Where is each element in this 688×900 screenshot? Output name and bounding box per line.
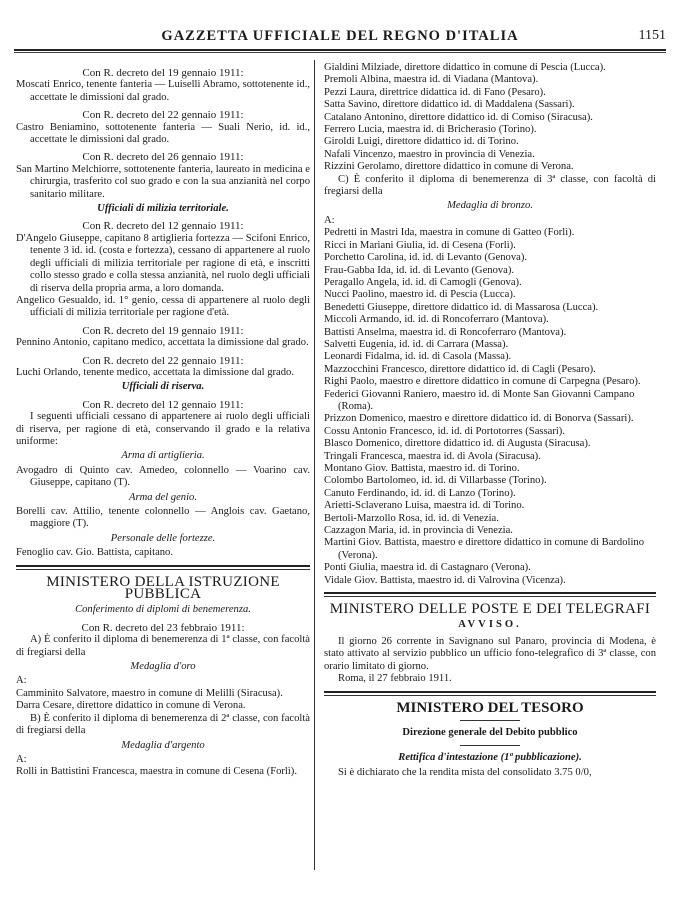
short-rule [460,745,520,746]
list-item: Porchetto Carolina, id. id. di Levanto (Genova). [324,252,527,264]
decree-date: Con R. decreto del 19 gennaio 1911: [82,67,244,79]
gazette-title: GAZZETTA UFFICIALE DEL REGNO D'ITALIA [161,28,519,44]
header-rule [14,49,666,51]
section-title: MINISTERO DELLA ISTRUZIONE PUBBLICA [46,573,280,603]
section-rule-thin [324,596,656,597]
subheading: Arma di artiglieria. [121,450,205,462]
section-title: MINISTERO DEL TESORO [396,699,584,716]
subheading: Conferimento di diplomi di benemerenza. [75,604,251,616]
entry: I seguenti ufficiali cessano di appartenere ai ruolo degli ufficiali di riserva, per ragione di età, conservando il grado e la relativa uniforme: [16,411,310,447]
list-item: Nucci Paolino, maestro id. di Pescia (Lucca). [324,289,516,301]
list-item: Cossu Antonio Francesco, id. id. di Portotorres (Sassari). [324,425,565,437]
list-item: Benedetti Giuseppe, direttore didattico id. di Massarosa (Lucca). [324,301,599,313]
entry: Si è dichiarato che la rendita mista del consolidato 3.75 0/0, [338,766,592,778]
list-item: Tringali Francesca, maestra id. di Avola (Siracusa). [324,450,541,462]
list-item: Salvetti Eugenia, id. id. di Carrara (Massa). [324,338,509,350]
section-title: MINISTERO DELLE POSTE E DEI TELEGRAFI [329,601,651,618]
entry: D'Angelo Giuseppe, capitano 8 artiglieria fortezza — Scifoni Enrico, tenente 3 id. id. (costa e fortezza), cessano di appartenere al ruolo degli ufficiali di milizia territoriale per ragione di età, e inscritti collo stesso grado e colla stessa anzianità, nel ruolo degli ufficiali di riserva della propria arma, a loro domanda. [16,232,310,294]
decree-date: Con R. decreto del 22 gennaio 1911: [82,109,244,122]
section-rule [16,565,310,567]
decree-date: Con R. decreto del 12 gennaio 1911: [82,398,244,411]
right-column [324,62,656,779]
list-item: Vidale Giov. Battista, maestro id. di Valrovina (Vicenza). [324,574,566,586]
department-heading: Direzione generale del Debito pubblico [402,726,578,738]
list-item: Peragallo Angela, id. id. di Camogli (Genova). [324,276,522,288]
notice-date: Roma, il 27 febbraio 1911. [338,673,452,685]
list-item: Pezzi Laura, direttrice didattica id. di Fano (Pesaro). [324,86,546,98]
decree-date: Con R. decreto del 23 febbraio 1911: [81,621,245,634]
subheading: Ufficiali di riserva. [121,381,205,393]
list-item: Mazzocchini Francesco, direttore didattico id. di Cagli (Pesaro). [324,363,596,375]
decree-date: Con R. decreto del 19 gennaio 1911: [82,324,244,337]
subheading: Ufficiali di milizia territoriale. [97,203,229,215]
list-item: Giroldi Luigi, direttore didattico id. di Torino. [324,136,519,148]
entry: Camminito Salvatore, maestro in comune di Melilli (Siracusa). [16,687,283,699]
entry: Moscati Enrico, tenente fanteria — Luiselli Abramo, sottotenente id., accettate le dimissioni dal grado. [16,79,310,103]
list-item: Colombo Bartolomeo, id. id. di Villarbasse (Torino). [324,475,547,487]
entry: Fenoglio cav. Gio. Battista, capitano. [16,547,174,559]
section-rule [324,592,656,594]
list-item: Ricci in Mariani Giulia, id. di Cesena (Forlì). [324,239,516,251]
list-item: Cazzagon Maria, id. in provincia di Venezia. [324,525,513,537]
subheading: Medaglia d'argento [121,739,205,751]
list-item: Righi Paolo, maestro e direttore didattico in comune di Carpegna (Pesaro). [324,376,641,388]
list-item: Rizzini Gerolamo, direttore didattico in comune di Verona. [324,161,574,173]
header-rule-thin [14,52,666,53]
left-column [16,62,310,779]
list-item: Catalano Antonino, direttore didattico id. di Comiso (Siracusa). [324,111,593,123]
list-item: Nafali Vincenzo, maestro in provincia di Venezia. [324,148,535,160]
list-item: Ferrero Lucia, maestra id. di Bricherasio (Torino). [324,124,537,136]
page-header [14,28,666,48]
recipients-label: A: [16,675,27,687]
subheading: Medaglia di bronzo. [447,200,533,212]
entry: Borelli cav. Attilio, tenente colonnello — Anglois cav. Gaetano, maggiore (T). [16,506,310,530]
section-rule [324,691,656,693]
list-item: Arietti-Sclaverano Luisa, maestra id. di Torino. [324,500,525,512]
entry: Angelico Gesualdo, id. 1° genio, cessa di appartenere al ruolo degli ufficiali di milizia territoriale per ragione d'età. [16,294,310,319]
decree-date: Con R. decreto del 22 gennaio 1911: [82,354,244,367]
recipient-list-bronze [324,227,656,587]
entry: Castro Beniamino, sottotenente fanteria — Suali Nerio, id. id., accettate le dimissioni dal grado. [16,121,310,146]
list-item: Bertoli-Marzollo Rosa, id. id. di Venezia. [324,512,499,524]
recipients-label: A: [324,214,335,226]
subheading: Rettifica d'intestazione (1ª pubblicazione). [398,752,582,764]
subheading: Personale delle fortezze. [110,532,216,544]
entry: Avogadro di Quinto cav. Amedeo, colonnello — Voarino cav. Giuseppe, capitano (T). [16,464,310,489]
list-item: Ponti Giulia, maestra id. di Castagnaro (Verona). [324,562,531,574]
column-divider [314,60,315,870]
list-item: Frau-Gabba Ida, id. id. di Levanto (Genova). [324,264,515,276]
decree-date: Con R. decreto del 12 gennaio 1911: [82,220,244,233]
decree-date: Con R. decreto del 26 gennaio 1911: [82,151,244,164]
subheading: Arma del genio. [129,491,197,503]
list-item: Satta Savino, direttore didattico id. di Maddalena (Sassari). [324,99,575,111]
list-item: Blasco Domenico, direttore didattico id. di Augusta (Siracusa). [324,438,591,450]
section-rule-thin [16,569,310,570]
entry: A) È conferito il diploma di benemerenza di 1ª classe, con facoltà di fregiarsi della [16,634,310,658]
list-item: Miccoli Armando, id. id. di Roncoferraro (Mantova). [324,314,549,326]
recipient-list-silver [324,62,656,174]
list-item: Battisti Anselma, maestra id. di Roncoferraro (Mantova). [324,326,567,338]
list-item: Gialdini Milziade, direttore didattico in comune di Pescia (Lucca). [324,62,606,73]
entry: Luchi Orlando, tenente medico, accettata la dimissione dal grado. [16,366,294,378]
entry: San Martino Melchiorre, sottotenente fanteria, laureato in medicina e chirurgia, trasferito col suo grado e con la sua anzianità nel corpo sanitario militare. [16,163,310,200]
entry: Rolli in Battistini Francesca, maestra in comune di Cesena (Forlì). [16,766,297,778]
subheading: Medaglia d'oro [130,661,196,673]
short-rule [460,720,520,721]
list-item: Premoli Albina, maestra id. di Viadana (Mantova). [324,74,539,86]
entry: Darra Cesare, direttore didattico in comune di Verona. [16,700,246,712]
entry: Pennino Antonio, capitano medico, accettata la dimissione dal grado. [16,337,309,349]
entry: B) È conferito il diploma di benemerenza di 2ª classe, con facoltà di fregiarsi della [16,712,310,737]
entry: C) È conferito il diploma di benemerenza di 3ª classe, con facoltà di fregiarsi della [324,173,656,198]
notice-heading: AVVISO. [458,619,522,631]
recipients-label: A: [16,753,27,765]
list-item: Martini Giov. Battista, maestro e direttore didattico in comune di Bardolino (Verona). [324,537,644,561]
notice-text: Il giorno 26 corrente in Savignano sul Panaro, provincia di Modena, è stato attivato al servizio pubblico un ufficio fono-telegrafico di 3ª classe, con orario limitato di giorno. [324,635,656,672]
list-item: Montano Giov. Battista, maestro id. di Torino. [324,463,520,474]
list-item: Canuto Ferdinando, id. id. di Lanzo (Torino). [324,487,516,499]
section-rule-thin [324,695,656,696]
list-item: Federici Giovanni Raniero, maestro id. di Monte San Giovanni Campano (Roma). [324,388,635,412]
list-item: Leonardi Fidalma, id. id. di Casola (Massa). [324,351,512,363]
page-number: 1151 [638,28,666,43]
list-item: Prizzon Domenico, maestro e direttore didattico id. di Bonorva (Sassari). [324,413,634,425]
list-item: Pedretti in Mastri Ida, maestra in comune di Gatteo (Forlì). [324,227,575,239]
